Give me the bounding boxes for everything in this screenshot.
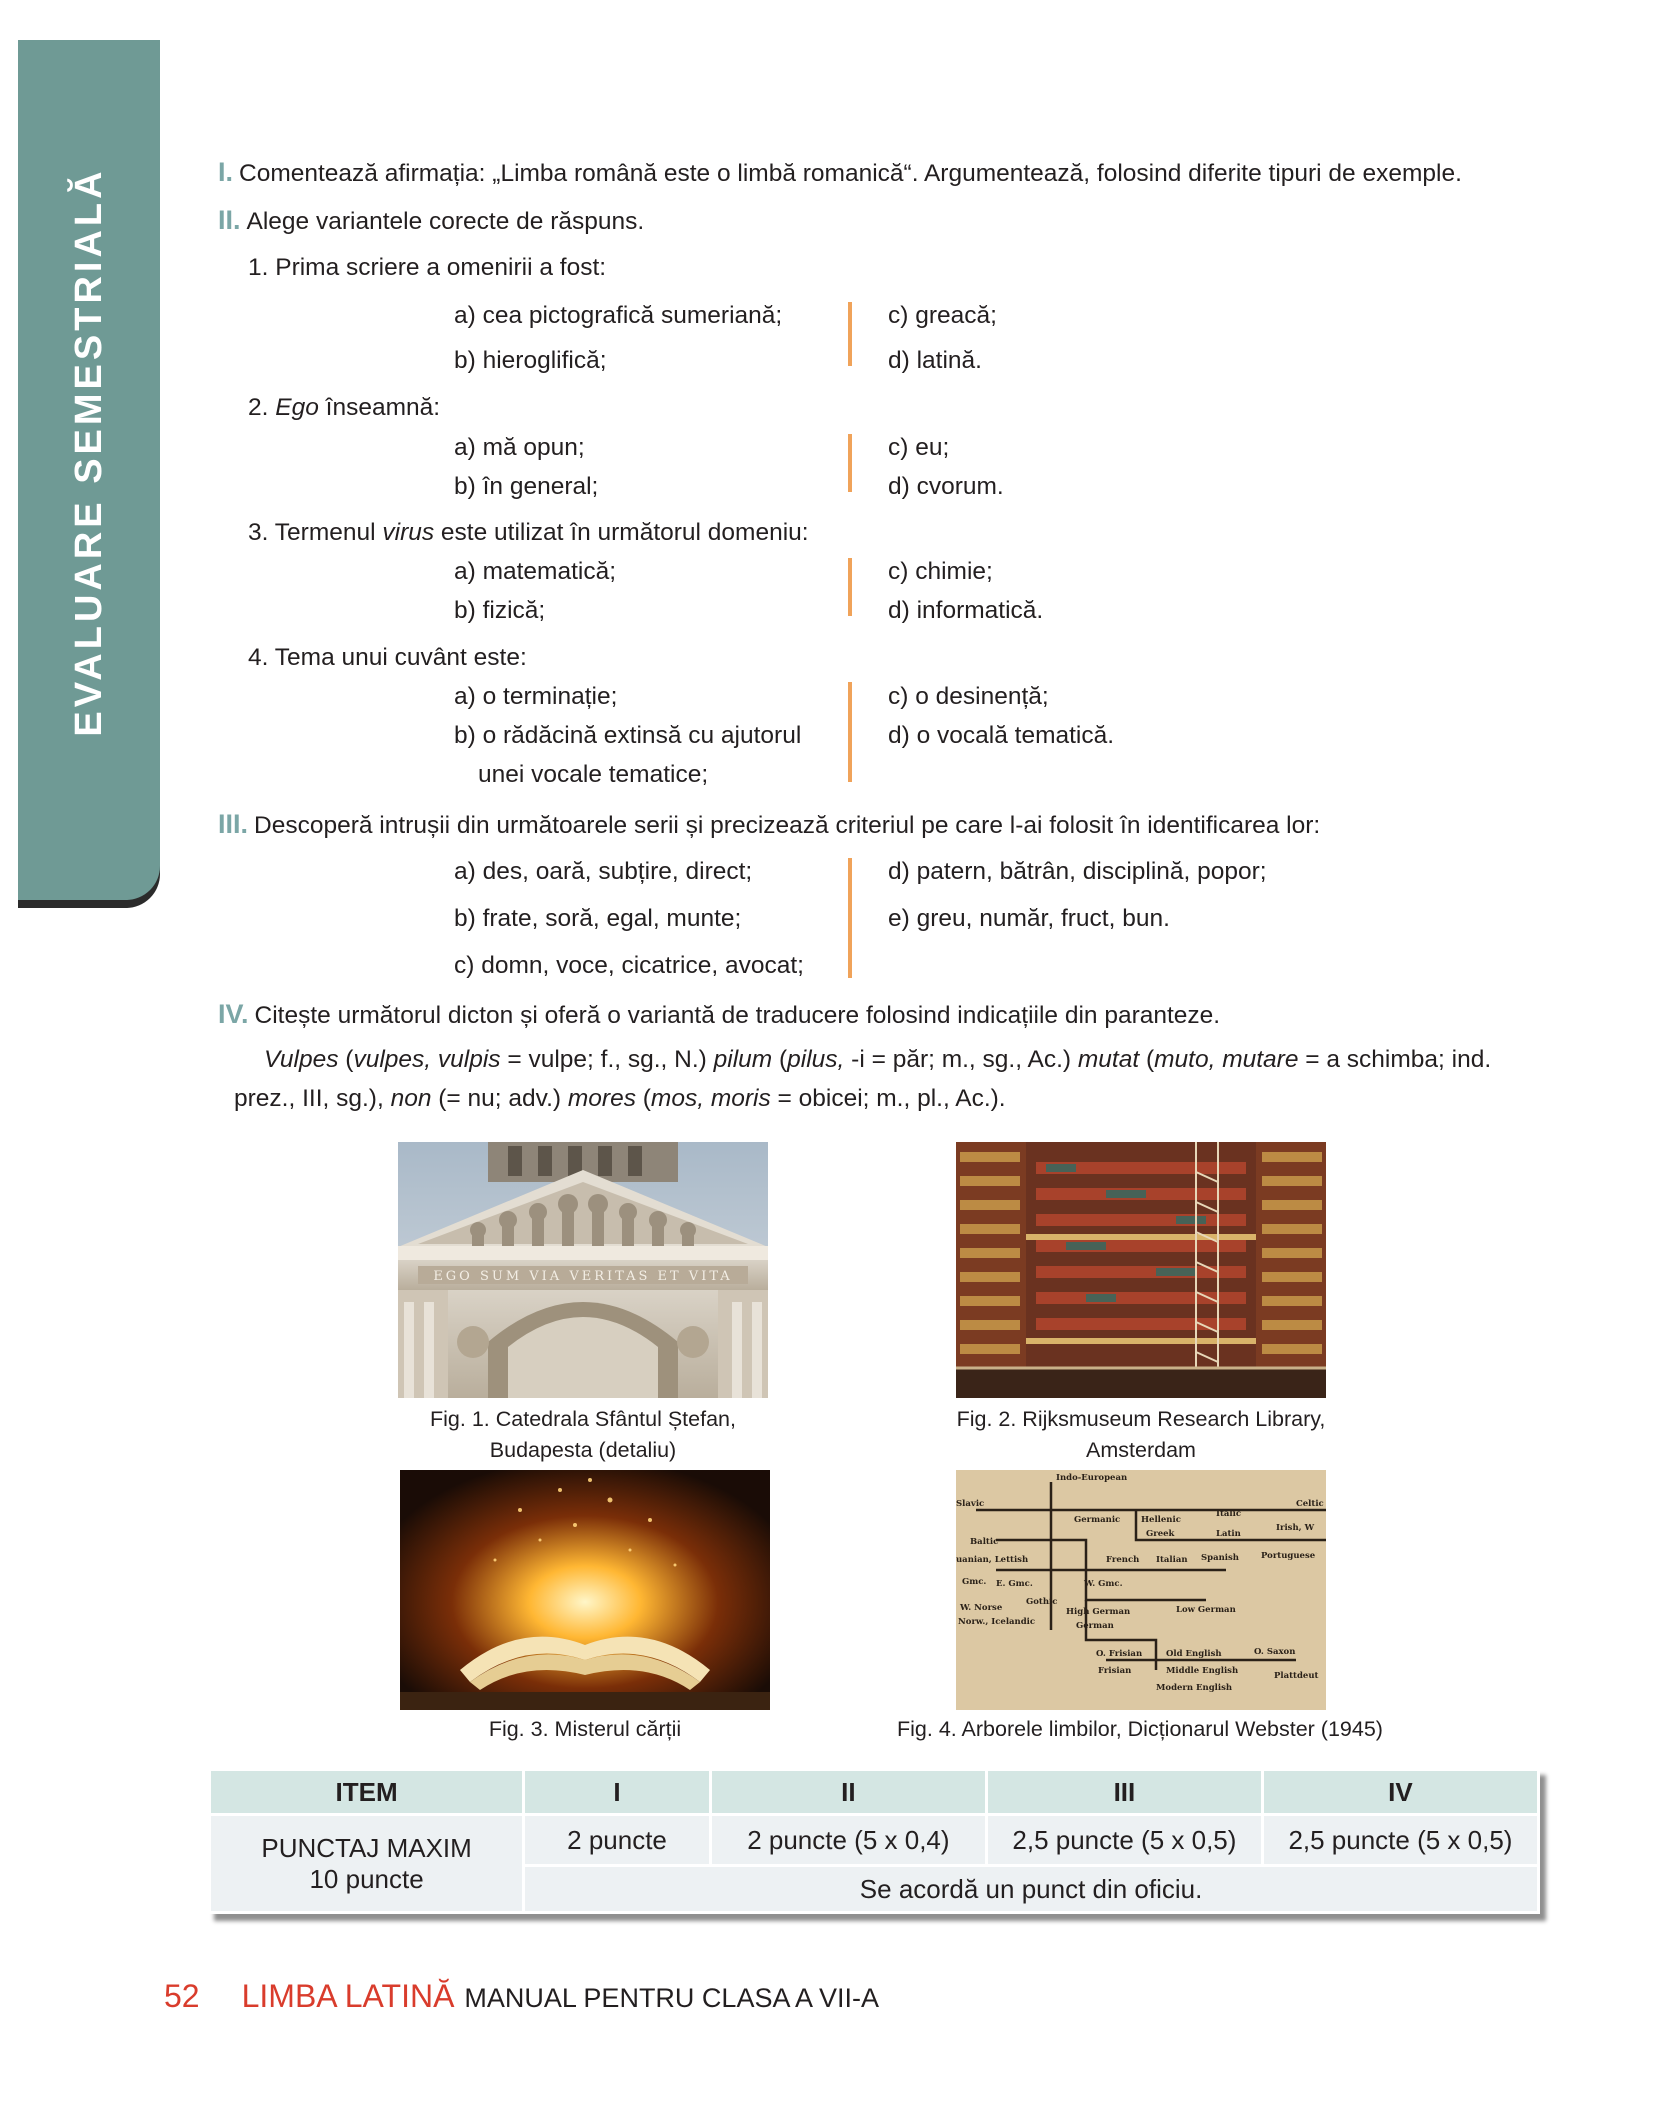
- question-2-number: 2.: [248, 394, 276, 421]
- tree-label: Latin: [1216, 1529, 1241, 1539]
- official-point-note: Se acordă un punct din oficiu.: [525, 1867, 1537, 1911]
- q4-option-b-continued: unei vocale tematice;: [478, 761, 709, 788]
- section-4-number: IV.: [218, 999, 249, 1029]
- score-iv: 2,5 puncte (5 x 0,5): [1264, 1816, 1537, 1864]
- section-2-number: II.: [218, 205, 241, 235]
- q3-option-a: a) matematică;: [454, 558, 617, 585]
- page-number: 52: [164, 1978, 200, 2014]
- latin-word: mores: [567, 1085, 636, 1112]
- gloss: = a schimba; ind.: [1298, 1046, 1492, 1073]
- section-1: [218, 158, 1462, 188]
- latin-form: pilus,: [787, 1046, 845, 1073]
- gloss: prez., III, sg.),: [234, 1085, 391, 1112]
- cathedral-image: [398, 1142, 768, 1398]
- series-c: c) domn, voce, cicatrice, avocat;: [454, 952, 804, 979]
- section-3: [218, 810, 1320, 840]
- gloss: (= nu; adv.): [431, 1085, 568, 1112]
- q1-option-a: a) cea pictografică sumeriană;: [454, 302, 783, 329]
- section-4-text: Citește următorul dicton și oferă o variantă de traducere folosind indicațiile din paranteze.: [254, 1002, 1221, 1029]
- score-ii: 2 puncte (5 x 0,4): [712, 1816, 985, 1864]
- series-a: a) des, oară, subțire, direct;: [454, 858, 753, 885]
- question-2-rest: înseamnă:: [318, 394, 441, 421]
- gloss: = vulpe; f., sg., N.): [500, 1046, 714, 1073]
- series-d: d) patern, bătrân, disciplină, popor;: [888, 858, 1267, 885]
- book-title: LIMBA LATINĂ: [241, 1978, 455, 2014]
- q3-option-d: d) informatică.: [888, 597, 1044, 624]
- tree-label: Celtic: [1296, 1499, 1324, 1509]
- q3-option-b: b) fizică;: [454, 597, 546, 624]
- dicton-line-2: [234, 1085, 1006, 1113]
- figure-1-caption-line1: Fig. 1. Catedrala Sfântul Ștefan,: [430, 1407, 736, 1431]
- question-3-latin-word: virus: [382, 519, 435, 546]
- gloss: -i = păr; m., sg., Ac.): [844, 1046, 1078, 1073]
- tree-label: Modern English: [1156, 1683, 1233, 1693]
- question-3-prompt: [248, 519, 809, 547]
- question-4-prompt: 4. Tema unui cuvânt este:: [248, 644, 527, 671]
- q4-option-a: a) o terminație;: [454, 683, 618, 710]
- figure-1-caption-line2: Budapesta (detaliu): [489, 1438, 677, 1462]
- options-divider: [848, 434, 852, 492]
- tree-label: High German: [1066, 1607, 1131, 1617]
- figure-3-caption: Fig. 3. Misterul cărții: [488, 1717, 682, 1741]
- figure-4-caption: Fig. 4. Arborele limbilor, Dicționarul Webster (1945): [897, 1717, 1383, 1741]
- options-divider: [848, 858, 852, 978]
- max-score-label-line2: 10 puncte: [309, 1863, 424, 1894]
- tree-label: Plattdeut: [1274, 1671, 1319, 1681]
- dicton-line-1: [264, 1046, 1491, 1074]
- side-tab: [18, 40, 160, 900]
- section-4: [218, 1000, 1220, 1030]
- latin-word: mutat: [1077, 1046, 1140, 1073]
- library-image: [956, 1142, 1326, 1398]
- tree-label: Middle English: [1166, 1666, 1239, 1676]
- section-1-number: I.: [218, 157, 234, 187]
- tree-label: German: [1076, 1621, 1114, 1631]
- tree-label: Norw., Icelandic: [958, 1617, 1036, 1627]
- section-2: [218, 206, 644, 236]
- q2-option-d: d) cvorum.: [888, 473, 1004, 500]
- language-tree-image: [956, 1470, 1326, 1710]
- question-2-prompt: [248, 394, 440, 422]
- gloss: (: [772, 1046, 788, 1073]
- section-2-text: Alege variantele corecte de răspuns.: [246, 208, 645, 235]
- score-i: 2 puncte: [525, 1816, 709, 1864]
- figure-2-caption-line2: Amsterdam: [1086, 1438, 1196, 1462]
- gloss: (: [1139, 1046, 1155, 1073]
- question-3-start: 3. Termenul: [248, 519, 383, 546]
- section-1-text: Comentează afirmația: „Limba română este o limbă romanică“. Argumentează, folosind diferite tipuri de exemple.: [239, 160, 1462, 187]
- gloss: (: [338, 1046, 354, 1073]
- score-table: [208, 1768, 1540, 1914]
- tree-label: French: [1106, 1555, 1140, 1565]
- options-divider: [848, 302, 852, 366]
- side-tab-label: EVALUARE SEMESTRIALĂ: [67, 167, 110, 737]
- latin-form: mos, moris: [650, 1085, 771, 1112]
- tree-label: O. Frisian: [1096, 1649, 1143, 1659]
- q4-option-c: c) o desinență;: [888, 683, 1049, 710]
- header-i: I: [525, 1771, 709, 1813]
- q4-option-b: b) o rădăcină extinsă cu ajutorul: [454, 722, 802, 749]
- q3-option-c: c) chimie;: [888, 558, 993, 585]
- tree-label: Frisian: [1098, 1666, 1132, 1676]
- tree-label: Spanish: [1201, 1553, 1239, 1563]
- tree-label: Greek: [1146, 1529, 1175, 1539]
- max-score-label-line1: PUNCTAJ MAXIM: [261, 1832, 472, 1863]
- tree-label: Italic: [1216, 1509, 1242, 1519]
- section-3-text: Descoperă intrușii din următoarele serii și precizează criteriul pe care l-ai folosit în identificarea lor:: [254, 812, 1321, 839]
- book-subtitle: MANUAL PENTRU CLASA A VII-A: [464, 1983, 880, 2013]
- tree-label: O. Saxon: [1254, 1647, 1296, 1657]
- score-header-row: [211, 1771, 1537, 1813]
- q2-option-b: b) în general;: [454, 473, 599, 500]
- magic-book-image: [400, 1470, 770, 1710]
- latin-word: Vulpes: [264, 1046, 339, 1073]
- latin-form: muto, mutare: [1154, 1046, 1299, 1073]
- gloss: = obicei; m., pl., Ac.).: [770, 1085, 1006, 1112]
- header-ii: II: [712, 1771, 985, 1813]
- header-item: ITEM: [211, 1771, 522, 1813]
- series-b: b) frate, soră, egal, munte;: [454, 905, 742, 932]
- tree-label: Hellenic: [1141, 1515, 1181, 1525]
- tree-label: Slavic: [956, 1499, 985, 1509]
- tree-label: Portuguese: [1261, 1551, 1316, 1561]
- figure-1-caption: [398, 1404, 768, 1466]
- tree-label: Indo-European: [1056, 1473, 1128, 1483]
- tree-label: Gothic: [1026, 1597, 1058, 1607]
- question-3-rest: este utilizat în următorul domeniu:: [434, 519, 809, 546]
- latin-form: vulpes, vulpis: [353, 1046, 501, 1073]
- tree-label: W. Norse: [960, 1603, 1003, 1613]
- q2-option-c: c) eu;: [888, 434, 950, 461]
- page-footer: [164, 1978, 879, 2015]
- q4-option-d: d) o vocală tematică.: [888, 722, 1115, 749]
- options-divider: [848, 682, 852, 782]
- tree-label: Old English: [1166, 1649, 1222, 1659]
- tree-label: Italian: [1156, 1555, 1188, 1565]
- question-2-latin-word: Ego: [275, 394, 319, 421]
- tree-label: Baltic: [970, 1537, 999, 1547]
- figure-2-caption: [930, 1404, 1352, 1466]
- latin-word: non: [390, 1085, 432, 1112]
- header-iv: IV: [1264, 1771, 1537, 1813]
- score-values-row: [211, 1816, 1537, 1864]
- tree-label: Low German: [1176, 1605, 1236, 1615]
- section-3-number: III.: [218, 809, 249, 839]
- options-divider: [848, 558, 852, 616]
- q1-option-d: d) latină.: [888, 347, 982, 374]
- max-score-label: [211, 1816, 522, 1911]
- question-1-prompt: 1. Prima scriere a omenirii a fost:: [248, 254, 607, 281]
- score-iii: 2,5 puncte (5 x 0,5): [988, 1816, 1261, 1864]
- gloss: (: [635, 1085, 651, 1112]
- tree-label: Germanic: [1074, 1515, 1121, 1525]
- header-iii: III: [988, 1771, 1261, 1813]
- tree-label: W. Gmc.: [1084, 1579, 1123, 1589]
- q1-option-c: c) greacă;: [888, 302, 997, 329]
- tree-label: E. Gmc.: [996, 1579, 1033, 1589]
- tree-label: Irish, W: [1276, 1523, 1315, 1533]
- series-e: e) greu, număr, fruct, bun.: [888, 905, 1170, 932]
- tree-label: uanian, Lettish: [956, 1555, 1029, 1565]
- q2-option-a: a) mă opun;: [454, 434, 585, 461]
- tree-label: Gmc.: [962, 1577, 987, 1587]
- q1-option-b: b) hieroglifică;: [454, 347, 607, 374]
- inscription-text: EGO SUM VIA VERITAS ET VITA: [433, 1269, 733, 1284]
- figure-2-caption-line1: Fig. 2. Rijksmuseum Research Library,: [956, 1407, 1326, 1431]
- latin-word: pilum: [713, 1046, 773, 1073]
